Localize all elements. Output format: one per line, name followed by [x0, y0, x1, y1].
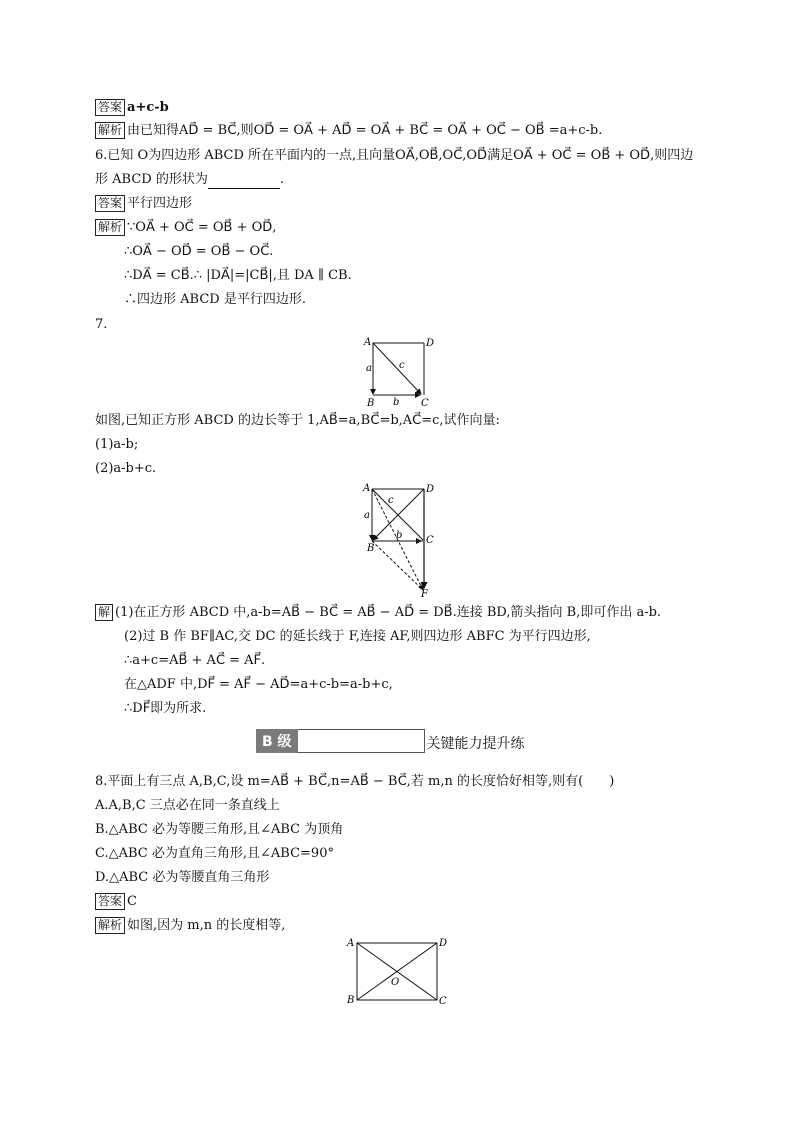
- label-d-point: D: [426, 484, 435, 495]
- p7-solution-1: (1)在正方形 ABCD 中,a-b=AB⃗ − BC⃗ = AB⃗ − AD⃗ = DB⃗.连接 BD,箭头指向 B,即可作出 a-b.: [115, 605, 662, 620]
- label-vector-c: c: [399, 360, 405, 371]
- label-d-point: D: [426, 338, 435, 349]
- p5-analysis: 由已知得AD⃗ = BC⃗,则OD⃗ = OA⃗ + AD⃗ = OA⃗ + BC⃗ = OA⃗ + OC⃗ − OB⃗ =a+c-b.: [127, 123, 603, 138]
- p8-option-b: B.△ABC 必为等腰三角形,且∠ABC 为顶角: [95, 822, 344, 837]
- label-vector-a: a: [366, 363, 372, 374]
- p6-analysis-2: ∴OA⃗ − OD⃗ = OB⃗ − OC⃗.: [124, 244, 274, 259]
- p6-answer-line: [95, 195, 192, 213]
- level-title: 关键能力提升练: [426, 736, 525, 752]
- level-badge: B 级: [256, 729, 298, 753]
- level-banner: [256, 729, 525, 753]
- label-c-point: C: [439, 996, 447, 1007]
- label-b-point: B: [367, 543, 375, 554]
- p7-solution-4: 在△ADF 中,DF⃗ = AF⃗ − AD⃗=a+c-b=a-b+c,: [124, 677, 393, 692]
- solution-tag: 解: [95, 604, 113, 621]
- p8-option-a: A.A,B,C 三点必在同一条直线上: [95, 798, 280, 813]
- p8-option-c: C.△ABC 必为直角三角形,且∠ABC=90°: [95, 846, 334, 861]
- p6-analysis-3: ∴DA⃗ = CB⃗.∴ |DA⃗|=|CB⃗|,且 DA ∥ CB.: [124, 268, 352, 283]
- p6-analysis-line1: [95, 219, 276, 237]
- p8-question: 8.平面上有三点 A,B,C,设 m=AB⃗ + BC⃗,n=AB⃗ − BC⃗,若 m,n 的长度恰好相等,则有( ): [95, 774, 615, 789]
- label-o-point: O: [391, 977, 400, 988]
- p7-question-line3: (2)a-b+c.: [95, 461, 157, 476]
- p7-solution-line1: [95, 604, 661, 622]
- p6-question-text: 形 ABCD 的形状为: [95, 172, 208, 187]
- p6-analysis-1: ∵OA⃗ + OC⃗ = OB⃗ + OD⃗,: [127, 220, 277, 235]
- level-banner-box: [298, 729, 425, 753]
- p7-question-line1: 如图,已知正方形 ABCD 的边长等于 1,AB⃗=a,BC⃗=b,AC⃗=c,试作向量:: [95, 413, 500, 428]
- label-a-point: A: [364, 337, 372, 348]
- label-vector-b: b: [396, 530, 403, 541]
- label-vector-b: b: [393, 397, 400, 408]
- p5-answer: a+c-b: [127, 100, 169, 115]
- label-vector-a: a: [364, 510, 370, 521]
- analysis-tag: 解析: [95, 219, 125, 236]
- p7-solution-2: (2)过 B 作 BF∥AC,交 DC 的延长线于 F,连接 AF,则四边形 ABFC 为平行四边形,: [124, 629, 591, 644]
- answer-tag: 答案: [95, 99, 125, 116]
- label-a-point: A: [347, 938, 355, 949]
- p7-question-line2: (1)a-b;: [95, 437, 139, 452]
- analysis-tag: 解析: [95, 917, 125, 934]
- figure-rectangle-abcd: [342, 935, 454, 1010]
- label-f-point: F: [421, 589, 428, 598]
- p6-answer: 平行四边形: [127, 196, 193, 211]
- label-b-point: B: [347, 995, 355, 1006]
- p8-answer: C: [127, 894, 137, 909]
- label-vector-c: c: [388, 495, 394, 506]
- answer-tag: 答案: [95, 893, 125, 910]
- p8-option-d: D.△ABC 必为等腰直角三角形: [95, 870, 270, 885]
- answer-blank: [208, 175, 280, 189]
- p5-answer-line: [95, 99, 169, 117]
- p8-answer-line: [95, 893, 137, 911]
- p7-solution-5: ∴DF⃗即为所求.: [124, 701, 207, 716]
- p6-question-end: .: [279, 172, 284, 187]
- p6-question-line1: 6.已知 O为四边形 ABCD 所在平面内的一点,且向量OA⃗,OB⃗,OC⃗,OD⃗满足OA⃗ + OC⃗ = OB⃗ + OD⃗,则四边: [95, 148, 694, 163]
- label-c-point: C: [421, 398, 429, 409]
- label-c-point: C: [426, 535, 434, 546]
- p8-analysis-line: [95, 917, 285, 935]
- answer-tag: 答案: [95, 195, 125, 212]
- analysis-tag: 解析: [95, 122, 125, 139]
- label-b-point: B: [367, 398, 375, 409]
- p8-analysis: 如图,因为 m,n 的长度相等,: [127, 918, 286, 933]
- figure-square-abcd: [355, 333, 445, 409]
- p7-solution-3: ∴a+c=AB⃗ + AC⃗ = AF⃗.: [124, 653, 266, 668]
- label-d-point: D: [439, 938, 448, 949]
- p7-number: 7.: [95, 317, 108, 332]
- p6-analysis-4: ∴四边形 ABCD 是平行四边形.: [124, 292, 306, 307]
- p5-analysis-line: [95, 122, 602, 140]
- figure-square-with-f: [355, 480, 445, 598]
- p6-question-line2: [95, 171, 284, 189]
- label-a-point: A: [363, 483, 371, 494]
